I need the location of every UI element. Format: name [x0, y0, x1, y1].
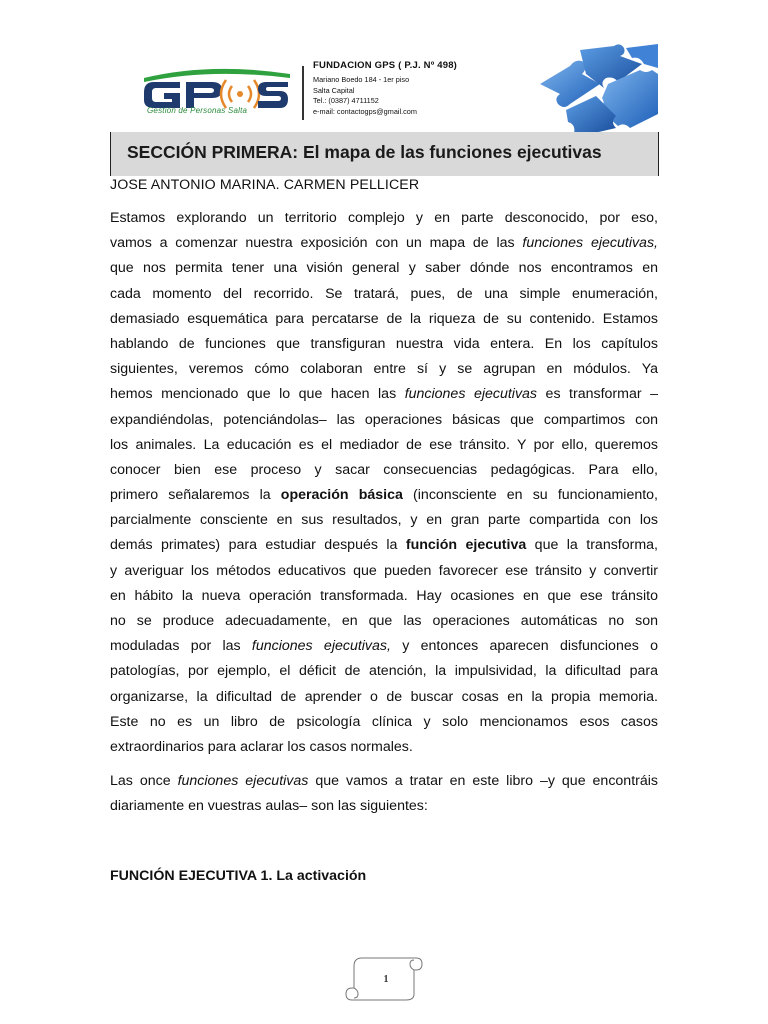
text-line: Las once funciones ejecutivas que vamos a tratar en este libro –y que encontráis	[110, 773, 659, 789]
section-heading: FUNCIÓN EJECUTIVA 1. La activación	[110, 868, 367, 884]
text-line: conocer bien ese proceso y sacar consecuencias pedagógicas. Para ello,	[110, 461, 658, 478]
text-line: hablando de funciones que transfiguran nuestra vida entera. En los capítulos	[110, 335, 658, 352]
section-title-box	[110, 132, 659, 176]
text-line: parcialmente consciente en sus resultados, y en gran parte compartida con los	[110, 512, 658, 529]
text-line: hemos mencionado que lo que hacen las funciones ejecutivas es transformar –	[110, 386, 658, 403]
text-line: cada momento del recorrido. Se tratará, pues, de una simple enumeración,	[110, 285, 658, 302]
text-line: moduladas por las funciones ejecutivas, y entonces aparecen disfunciones o	[110, 638, 658, 655]
text-line: vamos a comenzar nuestra exposición con un mapa de las funciones ejecutivas,	[110, 235, 658, 252]
italic-term: funciones ejecutivas	[404, 386, 538, 403]
text-line: demasiado esquemática para percatarse de la riqueza de su contenido. Estamos	[110, 310, 658, 327]
bold-term: operación básica	[280, 487, 403, 504]
organization-email: e-mail: contactogps@gmail.com	[313, 106, 417, 116]
organization-name: FUNDACION GPS ( P.J. Nº 498)	[313, 60, 458, 71]
text-line: y averiguar los métodos educativos que pueden favorecer ese tránsito y convertir	[110, 562, 658, 579]
text-line: demás primates) para estudiar después la función ejecutiva que la transforma,	[110, 537, 659, 554]
text-line: los animales. La educación es el mediador de ese tránsito. Y por ello, queremos	[110, 436, 658, 453]
puzzle-pieces-image	[530, 44, 658, 134]
text-line: Este no es un libro de psicología clínica y solo mencionamos esos casos	[110, 713, 658, 730]
text-line: diariamente en vuestras aulas– son las siguientes:	[110, 798, 428, 815]
text-line: no se produce adecuadamente, en que las operaciones automáticas no son	[110, 613, 658, 629]
text-line: en hábito la nueva operación transformada. Hay ocasiones en que ese tránsito	[110, 587, 658, 604]
text-line: extraordinarios para aclarar los casos normales.	[110, 738, 413, 755]
authors: JOSE ANTONIO MARINA. CARMEN PELLICER	[110, 177, 420, 193]
body-paragraph-2	[110, 769, 658, 819]
organization-phone: Tel.: (0387) 4711152	[313, 96, 379, 105]
text-line: organizarse, la dificultad de aprender o de buscar cosas en la propia memoria.	[110, 688, 658, 705]
italic-term: funciones ejecutivas	[177, 773, 309, 789]
text-line: expandiéndolas, potenciándolas– las operaciones básicas que compartimos con	[110, 411, 658, 428]
bold-term: función ejecutiva	[405, 537, 527, 554]
text-line: patologías, por ejemplo, el déficit de atención, la impulsividad, la dificultad para	[110, 663, 658, 680]
page-number: 1	[383, 974, 389, 985]
organization-city: Salta Capital	[313, 85, 355, 95]
italic-term: funciones ejecutivas,	[251, 638, 391, 655]
body-paragraph-1	[110, 206, 658, 760]
text-line: primero señalaremos la operación básica (inconsciente en su funcionamiento,	[110, 487, 658, 504]
organization-info	[313, 60, 457, 117]
section-title: SECCIÓN PRIMERA: El mapa de las funciones ejecutivas	[127, 142, 602, 162]
logo-tagline: Gestión de Personas Salta	[147, 106, 248, 115]
organization-address: Mariano Boedo 184 - 1er piso	[313, 75, 410, 84]
text-line: Estamos explorando un territorio complejo y en parte desconocido, por eso,	[110, 210, 658, 226]
text-line: siguientes, veremos cómo colaboran entre sí y se agrupan en módulos. Ya	[110, 361, 658, 378]
header-divider	[302, 66, 304, 120]
italic-term: funciones ejecutivas,	[522, 235, 658, 252]
text-line: que nos permita tener una visión general y saber dónde nos encontramos en	[110, 260, 658, 277]
